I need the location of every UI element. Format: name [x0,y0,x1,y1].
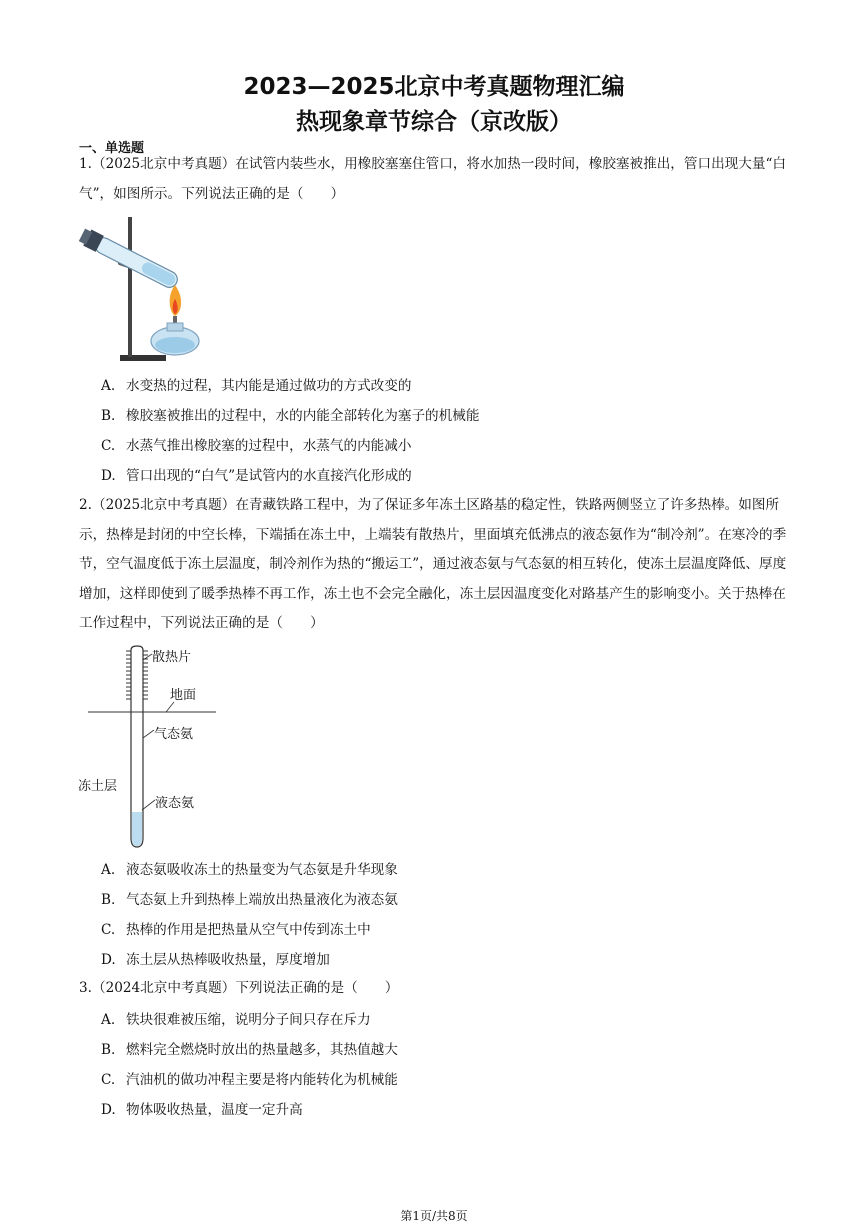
document-title-line1: 2023—2025北京中考真题物理汇编 [243,74,625,100]
question-1-text: 1.（2025北京中考真题）在试管内装些水，用橡胶塞塞住管口，将水加热一段时间，橡胶塞被推出，管口出现大量“白气”，如图所示。下列说法正确的是（ ） [79,156,787,202]
question-3-option-a[interactable]: A. 铁块很难被压缩，说明分子间只存在斥力 [101,1012,371,1028]
label-fins: 散热片 [152,650,192,665]
question-1-option-b[interactable]: B. 橡胶塞被推出的过程中，水的内能全部转化为塞子的机械能 [101,408,480,424]
question-2-option-b[interactable]: B. 气态氨上升到热棒上端放出热量液化为液态氨 [101,892,398,908]
heat-pipe-figure [76,642,256,852]
question-1-option-a[interactable]: A. 水变热的过程，其内能是通过做功的方式改变的 [101,378,412,394]
label-gas-ammonia: 气态氨 [154,727,194,742]
question-2-option-a[interactable]: A. 液态氨吸收冻土的热量变为气态氨是升华现象 [101,862,398,878]
section-heading: 一、单选题 [79,141,145,156]
question-3-option-d[interactable]: D. 物体吸收热量，温度一定升高 [101,1102,303,1118]
question-2-text: 2.（2025北京中考真题）在青藏铁路工程中，为了保证多年冻土区路基的稳定性，铁路两侧竖立了许多热棒。如图所示，热棒是封闭的中空长棒，下端插在冻土中，上端装有散热片，里面填充低沸点的液态氨作为“制冷剂”。在寒冷的季节，空气温度低于冻土层温度，制冷剂作为热的“搬运工”，通过液态氨与气态氨的相互转化，使冻土层温度降低、厚度增加，这样即使到了暖季热棒不再工作，冻土也不会完全融化，冻土层因温度变化对路基产生的影响变小。关于热棒在工作过程中，下列说法正确的是（ ） [79,497,787,631]
page-number: 第1页/共8页 [400,1209,468,1223]
document-title-line2: 热现象章节综合（京改版） [296,109,572,135]
label-frozen-soil: 冻土层 [78,779,118,794]
question-3-option-b[interactable]: B. 燃料完全燃烧时放出的热量越多，其热值越大 [101,1042,398,1058]
question-3-text: 3.（2024北京中考真题）下列说法正确的是（ ） [79,980,399,996]
question-1-option-d[interactable]: D. 管口出现的“白气”是试管内的水直接汽化形成的 [101,468,412,484]
test-tube-heating-figure [78,213,218,365]
label-liquid-ammonia: 液态氨 [155,796,195,811]
question-3-option-c[interactable]: C. 汽油机的做功冲程主要是将内能转化为机械能 [101,1072,398,1088]
question-2-option-c[interactable]: C. 热棒的作用是把热量从空气中传到冻土中 [101,922,371,938]
label-ground: 地面 [170,688,197,703]
question-2-option-d[interactable]: D. 冻土层从热棒吸收热量，厚度增加 [101,952,330,968]
question-1-option-c[interactable]: C. 水蒸气推出橡胶塞的过程中，水蒸气的内能减小 [101,438,412,454]
